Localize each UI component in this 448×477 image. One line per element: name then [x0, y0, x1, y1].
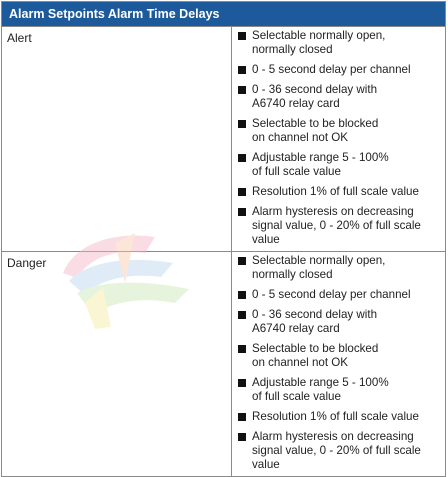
list-item: Adjustable range 5 - 100% of full scale value	[236, 151, 443, 179]
list-item: 0 - 36 second delay with A6740 relay card	[236, 83, 443, 111]
list-item: Selectable normally open, normally closed	[236, 29, 443, 57]
list-item: Selectable normally open, normally closed	[236, 254, 443, 282]
square-bullet-icon	[238, 291, 246, 299]
square-bullet-icon	[238, 66, 246, 74]
list-item: 0 - 5 second delay per channel	[236, 63, 443, 77]
row-label-danger: Danger	[2, 252, 232, 476]
logo-watermark-icon	[55, 223, 195, 333]
list-item: Alarm hysteresis on decreasing signal value, 0 - 20% of full scale value	[236, 430, 443, 472]
square-bullet-icon	[238, 188, 246, 196]
row-label-alert: Alert	[2, 27, 232, 251]
list-item: 0 - 5 second delay per channel	[236, 288, 443, 302]
square-bullet-icon	[238, 433, 246, 441]
list-item: 0 - 36 second delay with A6740 relay card	[236, 308, 443, 336]
square-bullet-icon	[238, 379, 246, 387]
list-item: Resolution 1% of full scale value	[236, 185, 443, 199]
table-row	[2, 27, 445, 251]
square-bullet-icon	[238, 120, 246, 128]
square-bullet-icon	[238, 32, 246, 40]
square-bullet-icon	[238, 86, 246, 94]
list-item: Selectable to be blocked on channel not OK	[236, 342, 443, 370]
square-bullet-icon	[238, 208, 246, 216]
list-item: Alarm hysteresis on decreasing signal value, 0 - 20% of full scale value	[236, 205, 443, 247]
list-item: Adjustable range 5 - 100% of full scale value	[236, 376, 443, 404]
square-bullet-icon	[238, 413, 246, 421]
square-bullet-icon	[238, 311, 246, 319]
square-bullet-icon	[238, 257, 246, 265]
table-title: Alarm Setpoints Alarm Time Delays	[2, 2, 445, 27]
row-items-alert	[232, 27, 445, 251]
square-bullet-icon	[238, 345, 246, 353]
list-item: Resolution 1% of full scale value	[236, 410, 443, 424]
row-items-danger	[232, 252, 445, 476]
list-item: Selectable to be blocked on channel not OK	[236, 117, 443, 145]
square-bullet-icon	[238, 154, 246, 162]
